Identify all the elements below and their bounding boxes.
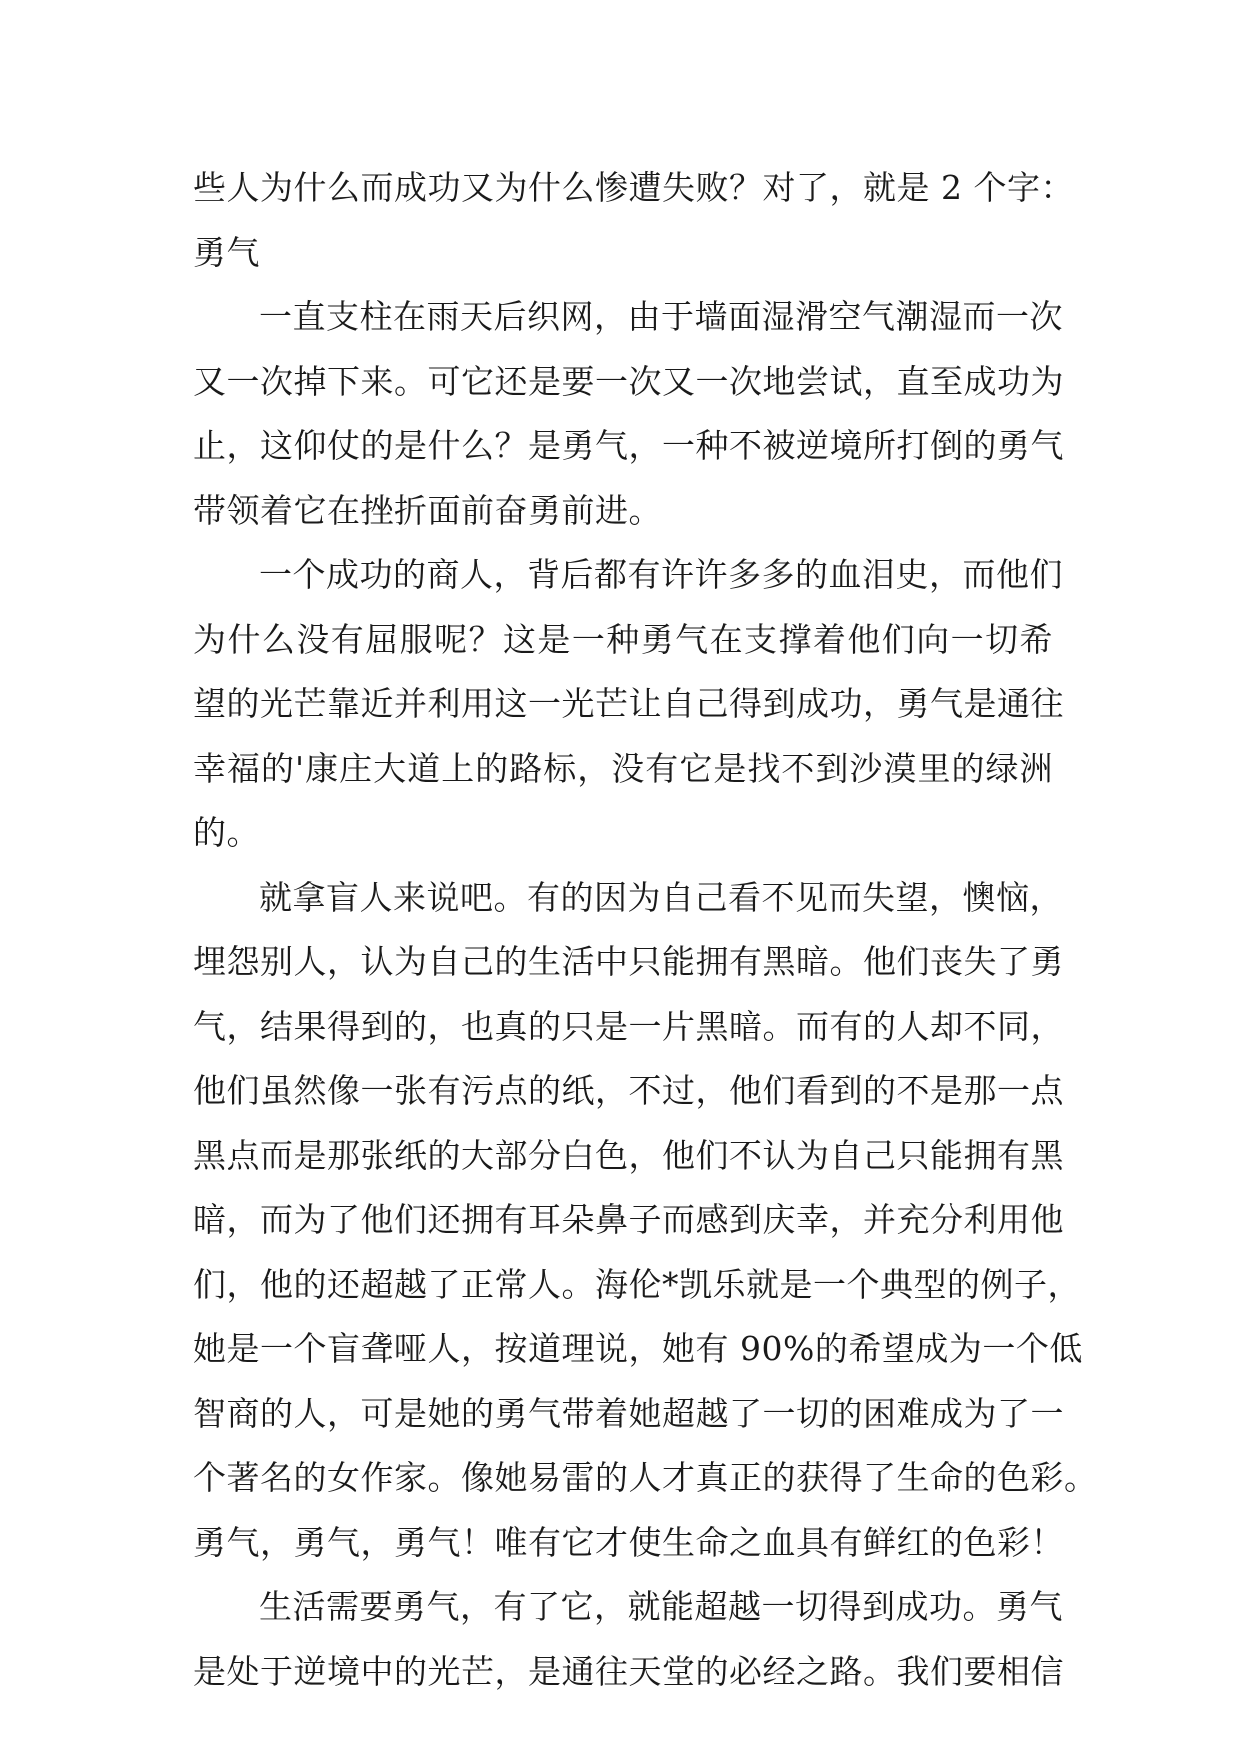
text-line: 生活需要勇气，有了它，就能超越一切得到成功。勇气	[259, 1587, 1063, 1626]
text-line: 埋怨别人，认为自己的生活中只能拥有黑暗。他们丧失了勇	[193, 942, 1064, 981]
text-line: 智商的人，可是她的勇气带着她超越了一切的困难成为了一	[193, 1393, 1064, 1433]
paragraph-1	[193, 156, 1074, 285]
text-line: 黑点而是那张纸的大部分白色，他们不认为自己只能拥有黑	[193, 1135, 1064, 1175]
paragraph-2	[193, 285, 1064, 543]
text-line: 止，这仰仗的是什么？是勇气，一种不被逆境所打倒的勇气	[193, 426, 1064, 465]
text-line: 是处于逆境中的光芒，是通往天堂的必经之路。我们要相信	[193, 1651, 1064, 1691]
essay-body	[193, 156, 1098, 1704]
text-line: 又一次掉下来。可它还是要一次又一次地尝试，直至成功为	[193, 361, 1064, 401]
text-line: 一个成功的商人，背后都有许许多多的血泪史，而他们	[259, 555, 1063, 594]
text-line: 们，他的还超越了正常人。海伦*凯乐就是一个典型的例子，	[193, 1264, 1081, 1304]
text-line: 勇气，勇气，勇气！唯有它才使生命之血具有鲜红的色彩！	[193, 1522, 1064, 1562]
text-line: 幸福的'康庄大道上的路标，没有它是找不到沙漠里的绿洲	[193, 748, 1053, 788]
paragraph-4	[193, 866, 1098, 1576]
paragraph-3	[193, 543, 1064, 866]
text-line: 他们虽然像一张有污点的纸，不过，他们看到的不是那一点	[193, 1071, 1064, 1110]
text-line: 一直支柱在雨天后织网，由于墙面湿滑空气潮湿而一次	[259, 297, 1063, 336]
text-line: 些人为什么而成功又为什么惨遭失败？对了，就是 2 个字：	[193, 168, 1074, 207]
text-line: 的。	[193, 813, 260, 852]
text-line: 暗，而为了他们还拥有耳朵鼻子而感到庆幸，并充分利用他	[193, 1200, 1064, 1239]
text-line: 气，结果得到的，也真的只是一片黑暗。而有的人却不同，	[193, 1006, 1064, 1046]
text-line: 就拿盲人来说吧。有的因为自己看不见而失望，懊恼，	[259, 877, 1063, 917]
text-line: 带领着它在挫折面前奋勇前进。	[193, 490, 662, 530]
paragraph-5	[193, 1575, 1064, 1704]
text-line: 勇气	[193, 232, 260, 272]
text-line: 个著名的女作家。像她易雷的人才真正的获得了生命的色彩。	[193, 1458, 1098, 1497]
text-line: 望的光芒靠近并利用这一光芒让自己得到成功，勇气是通往	[193, 684, 1064, 723]
text-line: 她是一个盲聋哑人，按道理说，她有 90%的希望成为一个低	[193, 1329, 1083, 1368]
text-line: 为什么没有屈服呢？这是一种勇气在支撑着他们向一切希	[193, 619, 1053, 659]
